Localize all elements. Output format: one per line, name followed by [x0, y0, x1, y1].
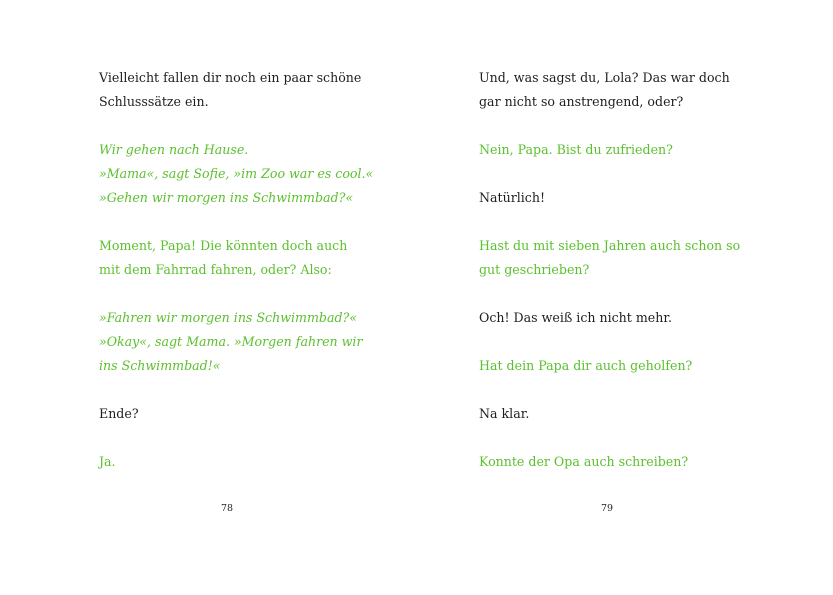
text-line: Hast du mit sieben Jahren auch schon so — [479, 238, 741, 253]
text-line: Konnte der Opa auch schreiben? — [479, 454, 689, 469]
text-line: »Mama«, sagt Sofie, »im Zoo war es cool.« — [99, 166, 374, 181]
text-line: Hat dein Papa dir auch geholfen? — [479, 358, 693, 373]
text-line: gut geschrieben? — [479, 262, 590, 277]
text-line: ins Schwimmbad!« — [99, 358, 221, 373]
page-number-right: 79 — [601, 503, 614, 514]
text-line: »Fahren wir morgen ins Schwimmbad?« — [99, 310, 357, 325]
left-page — [99, 66, 429, 526]
page-number-left: 78 — [221, 503, 234, 514]
text-line: »Gehen wir morgen ins Schwimmbad?« — [99, 190, 354, 205]
text-line: Na klar. — [479, 406, 530, 421]
text-line: Och! Das weiß ich nicht mehr. — [479, 310, 673, 325]
text-line: Ende? — [99, 406, 139, 421]
right-page — [479, 66, 809, 526]
text-line: mit dem Fahrrad fahren, oder? Also: — [99, 262, 332, 277]
text-line: Natürlich! — [479, 190, 546, 205]
text-line: Vielleicht fallen dir noch ein paar schöne — [99, 70, 362, 85]
text-line: Ja. — [99, 454, 116, 469]
text-line: Moment, Papa! Die könnten doch auch — [99, 238, 348, 253]
text-line: Schlusssätze ein. — [99, 94, 209, 109]
text-line: Nein, Papa. Bist du zufrieden? — [479, 142, 673, 157]
text-line: Und, was sagst du, Lola? Das war doch — [479, 70, 730, 85]
text-line: »Okay«, sagt Mama. »Morgen fahren wir — [99, 334, 363, 349]
text-line: Wir gehen nach Hause. — [99, 142, 249, 157]
text-line: gar nicht so anstrengend, oder? — [479, 94, 684, 109]
